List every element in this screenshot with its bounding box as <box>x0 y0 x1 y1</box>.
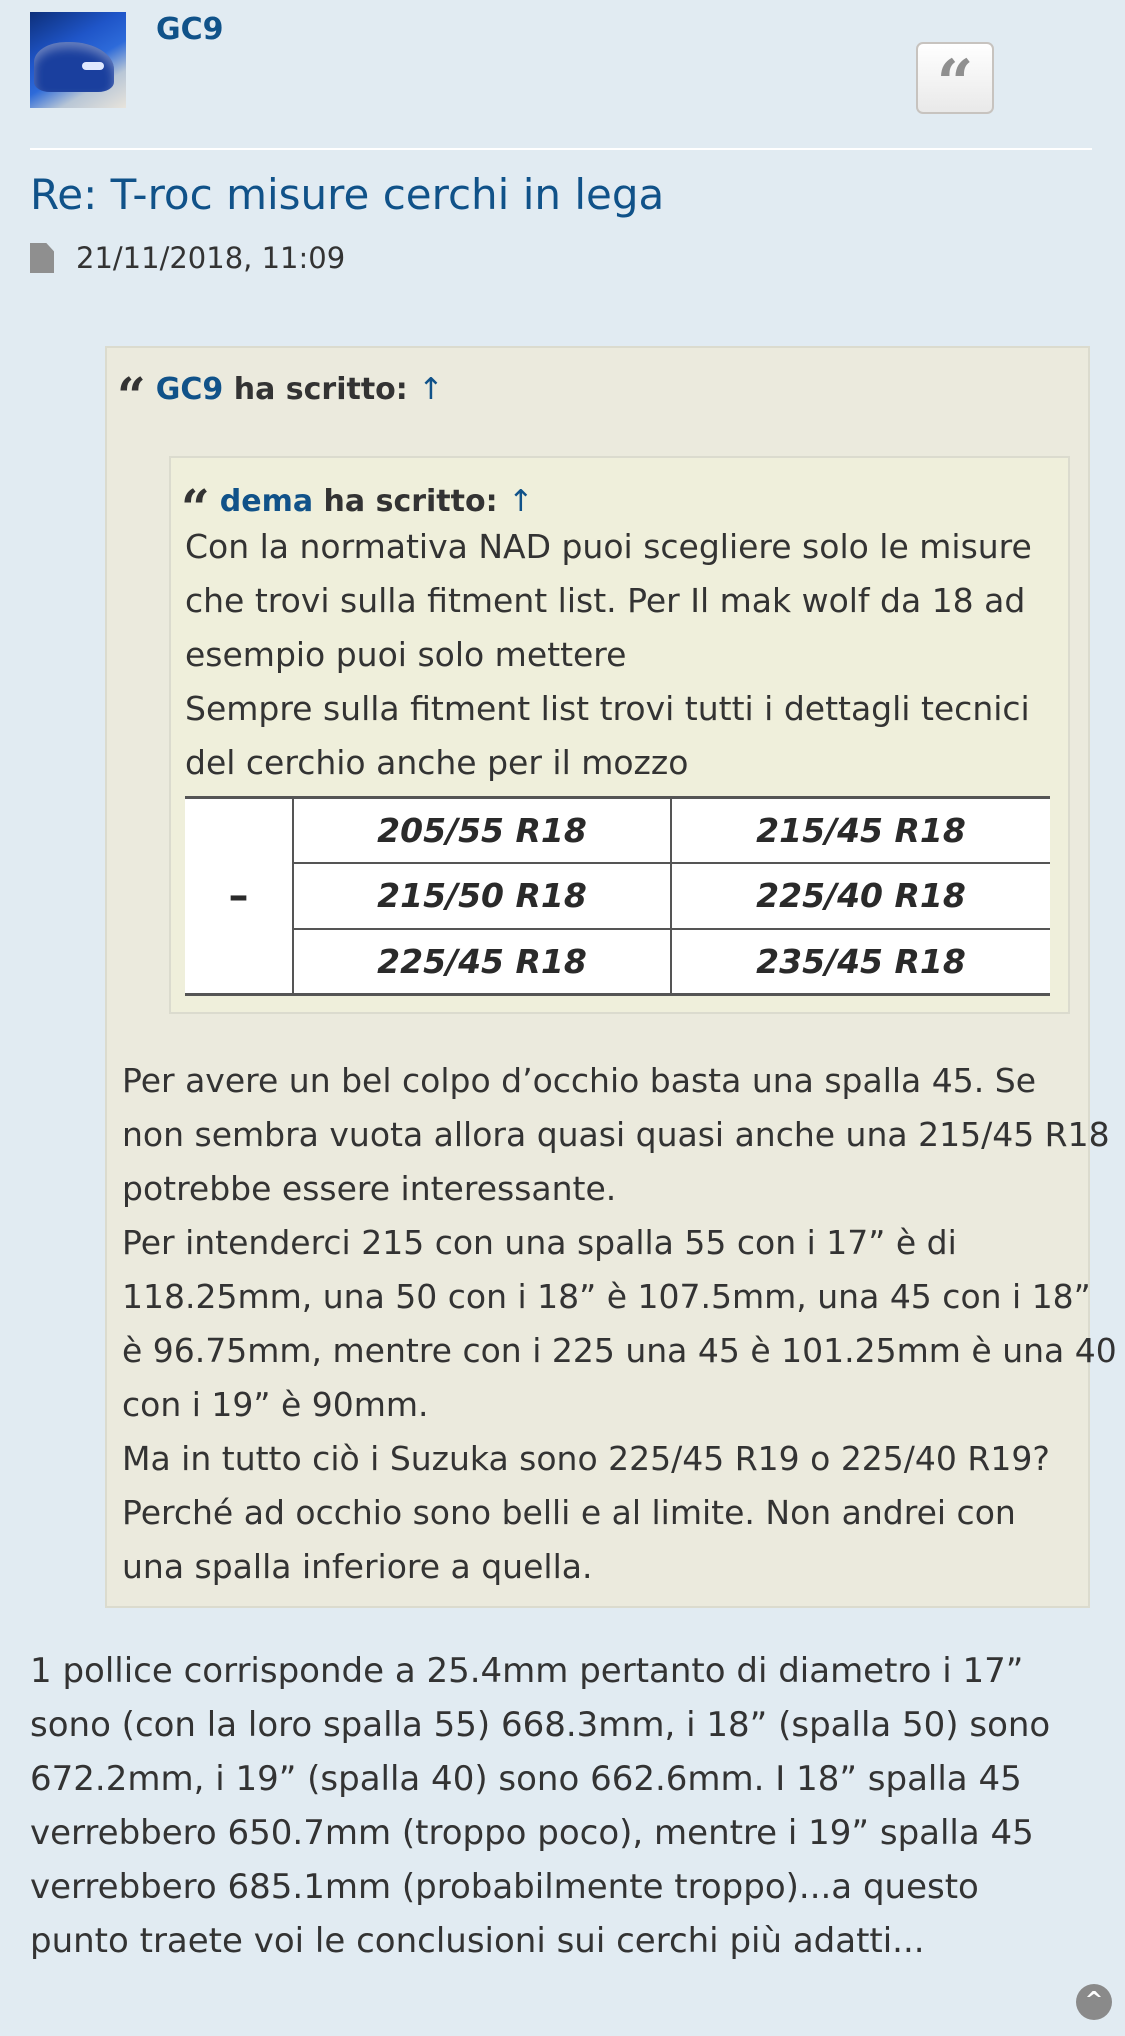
outer-quote-line: Per avere un bel colpo d’occhio basta una spalla 45. Se <box>122 1061 1036 1100</box>
inner-quote-line: Sempre sulla fitment list trovi tutti i dettagli tecnici <box>185 689 1030 728</box>
outer-quote-line: Per intenderci 215 con una spalla 55 con i 17” è di <box>122 1223 957 1262</box>
outer-quote-line: Perché ad occhio sono belli e al limite. Non andrei con <box>122 1493 1016 1532</box>
car-headlight <box>82 62 104 70</box>
outer-quote-line: Ma in tutto ciò i Suzuka sono 225/45 R19 o 225/40 R19? <box>122 1439 1050 1478</box>
table-cell: 235/45 R18 <box>671 929 1050 995</box>
inner-quote <box>169 456 1070 1014</box>
table-row <box>185 798 1050 864</box>
table-cell: 225/45 R18 <box>293 929 671 995</box>
inner-quote-line: esempio puoi solo mettere <box>185 635 627 674</box>
tyre-size-table-image <box>185 796 1050 996</box>
outer-quote <box>105 346 1117 1608</box>
outer-quote-author-link[interactable]: GC9 <box>155 372 224 407</box>
inner-quote-line: Con la normativa NAD puoi scegliere solo le misure <box>185 527 1032 566</box>
post-body-line: verrebbero 685.1mm (probabilmente troppo)...a questo <box>30 1867 979 1907</box>
table-cell: 225/40 R18 <box>671 863 1050 929</box>
table-cell: 215/50 R18 <box>293 863 671 929</box>
quote-mark-icon: “ <box>117 366 146 425</box>
outer-quote-line: 118.25mm, una 50 con i 18” è 107.5mm, una 45 con i 18” <box>122 1277 1091 1316</box>
post-body-line: sono (con la loro spalla 55) 668.3mm, i 18” (spalla 50) sono <box>30 1705 1051 1745</box>
post-author-link[interactable]: GC9 <box>156 12 224 47</box>
table-row <box>185 863 1050 929</box>
post-date: 21/11/2018, 11:09 <box>76 241 346 275</box>
table-cell: 215/45 R18 <box>671 798 1050 864</box>
outer-quote-line: è 96.75mm, mentre con i 225 una 45 è 101.25mm è una 40 <box>122 1331 1117 1370</box>
table-cell-dash: – <box>185 798 293 995</box>
avatar[interactable] <box>30 12 126 108</box>
inner-quote-jump-link[interactable]: ↑ <box>508 484 534 519</box>
divider <box>30 148 1092 150</box>
document-icon <box>30 243 54 273</box>
quote-mark-icon: “ <box>181 478 210 537</box>
inner-quote-line: che trovi sulla fitment list. Per Il mak wolf da 18 ad <box>185 581 1026 620</box>
outer-quote-jump-link[interactable]: ↑ <box>418 372 444 407</box>
inner-quote-author-link[interactable]: dema <box>219 484 314 519</box>
post-body <box>30 1644 1050 1968</box>
outer-quote-line: potrebbe essere interessante. <box>122 1169 617 1208</box>
post-body-line: 672.2mm, i 19” (spalla 40) sono 662.6mm. I 18” spalla 45 <box>30 1759 1022 1799</box>
outer-quote-line: non sembra vuota allora quasi quasi anche una 215/45 R18 <box>122 1115 1110 1154</box>
outer-quote-line: con i 19” è 90mm. <box>122 1385 429 1424</box>
quote-icon: “ <box>936 46 974 121</box>
post-body-line: punto traete voi le conclusioni sui cerchi più adatti... <box>30 1921 925 1961</box>
post-body-line: verrebbero 650.7mm (troppo poco), mentre i 19” spalla 45 <box>30 1813 1034 1853</box>
table-cell: 205/55 R18 <box>293 798 671 864</box>
quote-button[interactable] <box>916 42 994 121</box>
post-title-link[interactable]: Re: T-roc misure cerchi in lega <box>30 170 665 219</box>
outer-quote-cite <box>117 366 444 425</box>
wrote-label: ha scritto: <box>233 372 408 407</box>
wrote-label: ha scritto: <box>323 484 498 519</box>
inner-quote-line: del cerchio anche per il mozzo <box>185 743 689 782</box>
outer-quote-line: una spalla inferiore a quella. <box>122 1547 593 1586</box>
table-row <box>185 929 1050 995</box>
chevron-up-icon: ^ <box>1084 1988 1104 2013</box>
inner-quote-cite <box>181 478 534 537</box>
back-to-top-button[interactable] <box>1076 1984 1112 2020</box>
post-meta <box>30 241 345 275</box>
post-body-line: 1 pollice corrisponde a 25.4mm pertanto di diametro i 17” <box>30 1651 1024 1691</box>
